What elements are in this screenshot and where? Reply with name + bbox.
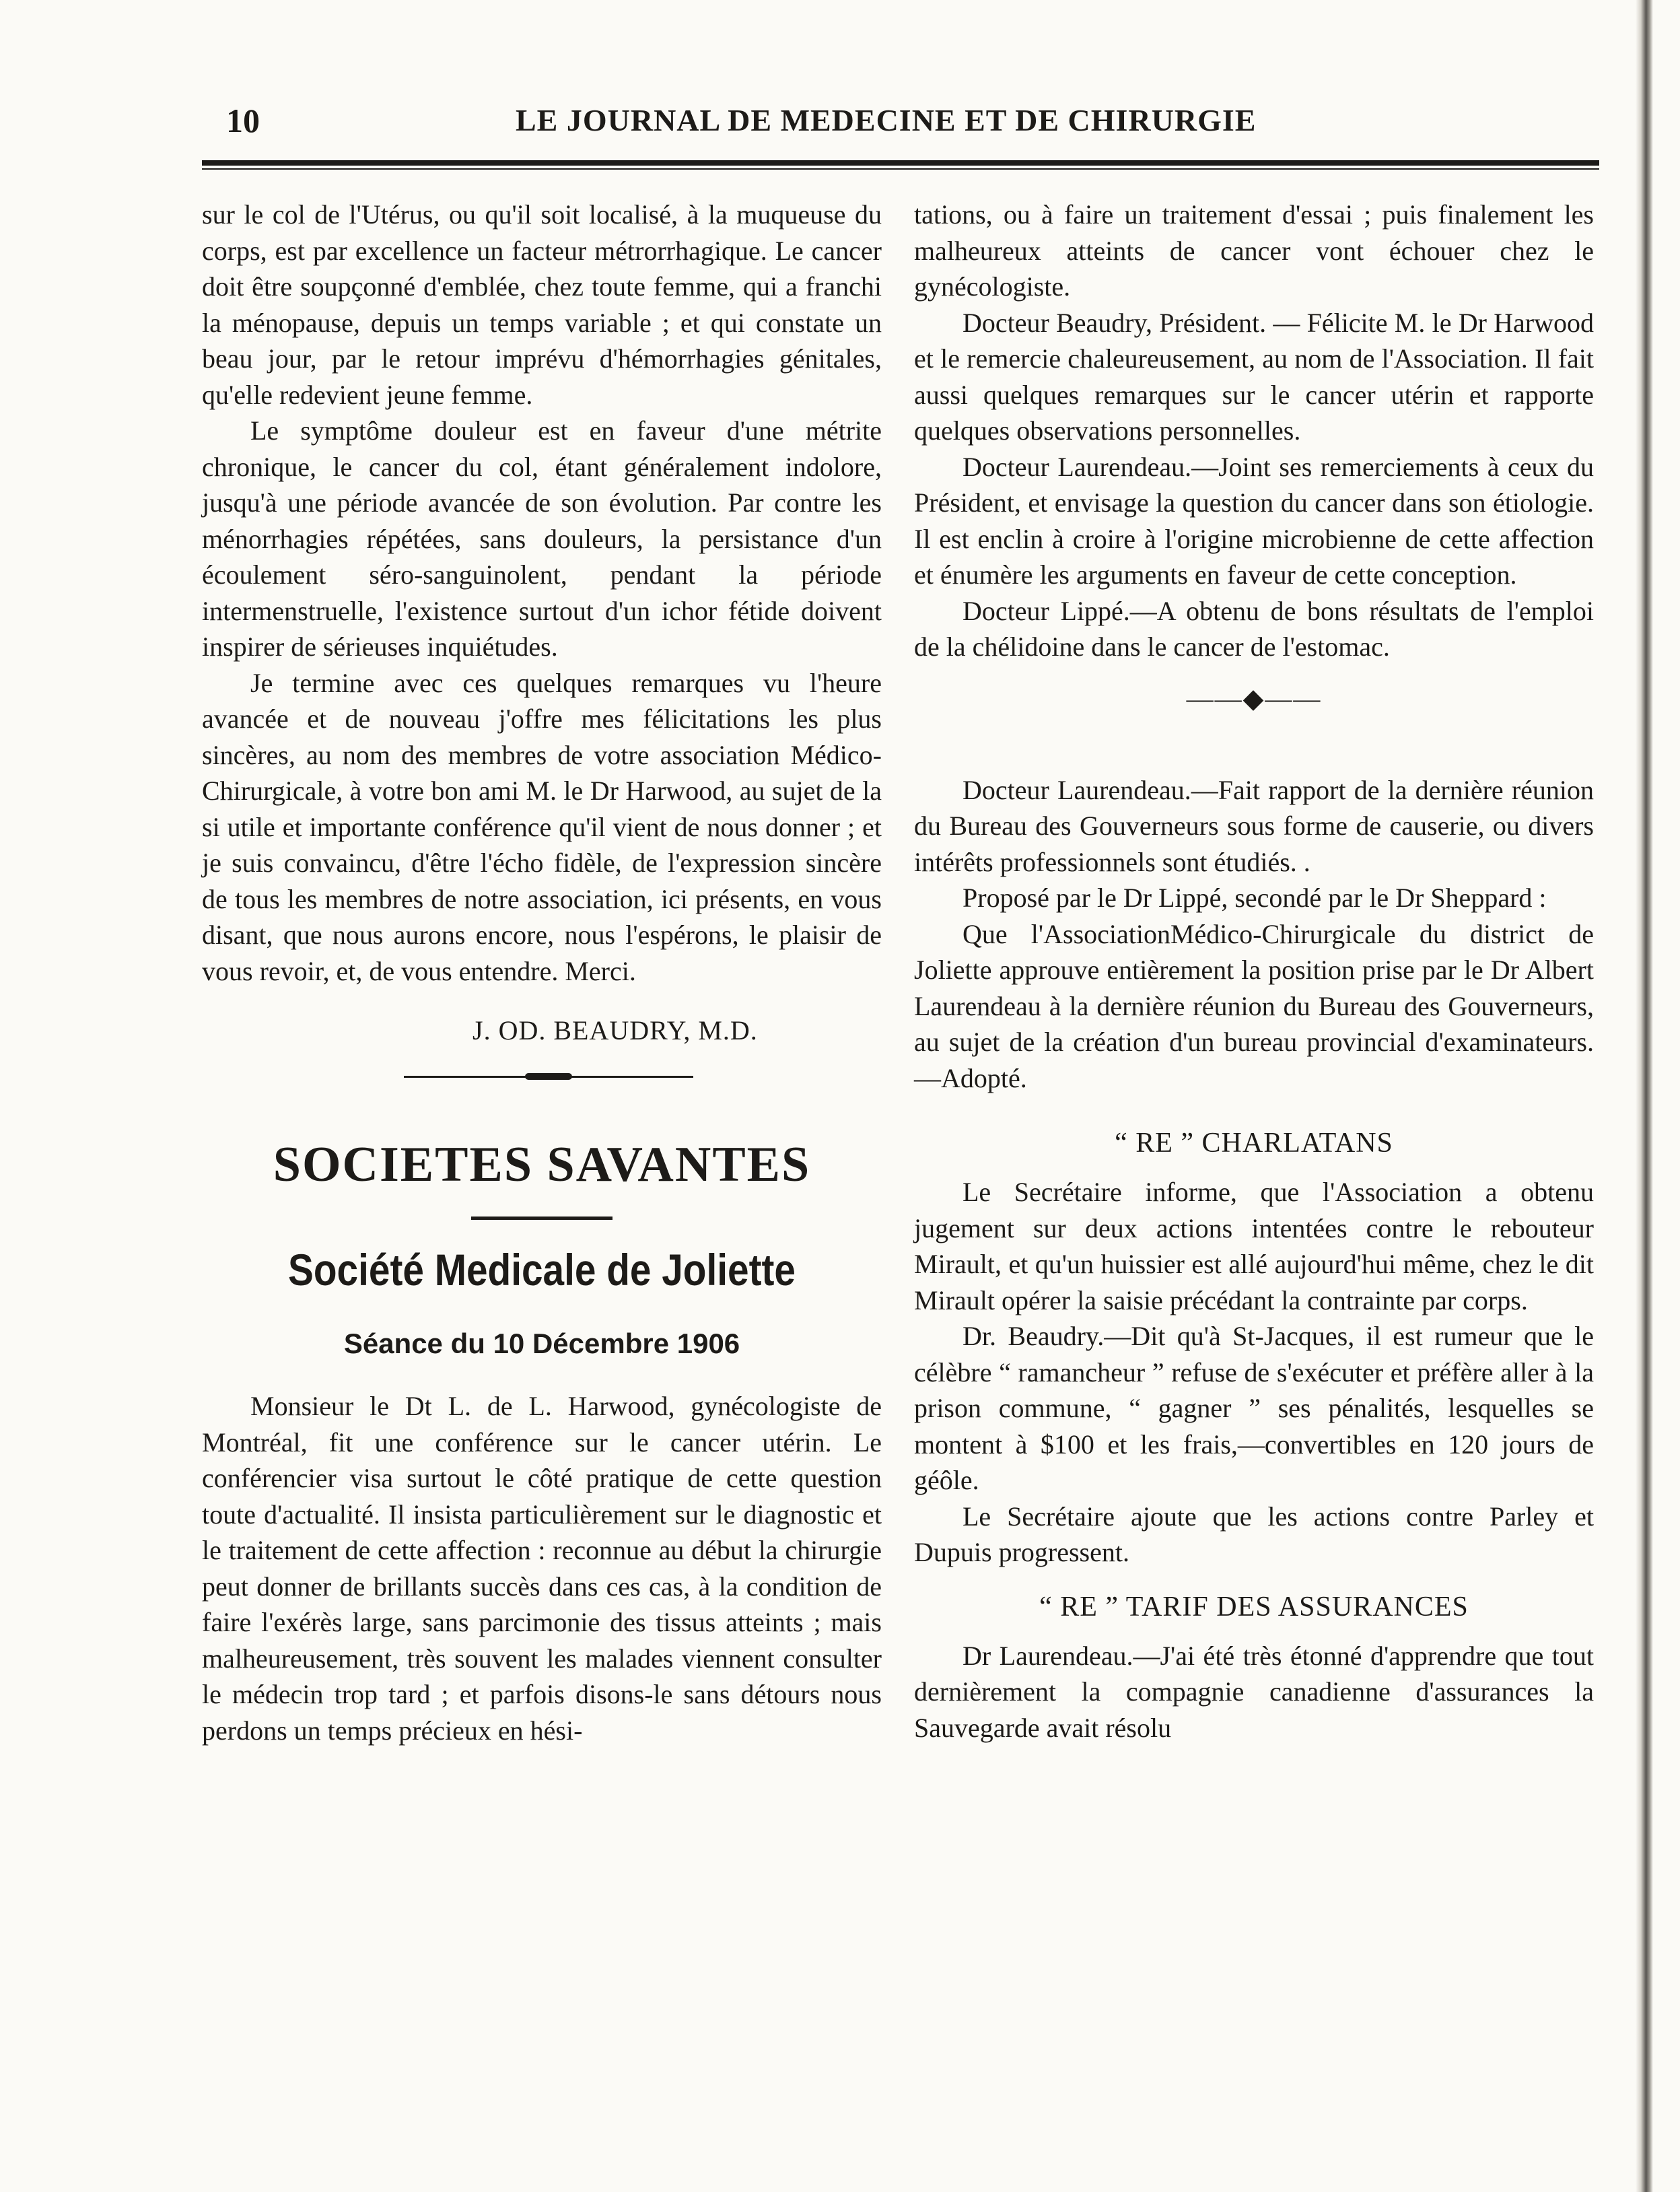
paragraph: Le Secrétaire ajoute que les actions contre Parley et Dupuis progressent. bbox=[914, 1501, 1594, 1567]
page-header bbox=[226, 96, 1599, 149]
paragraph: Docteur Laurendeau.—Joint ses remerciements à ceux du Président, et envisage la question du cancer dans son étiologie. Il est enclin à croire à l'origine microbienne de cette affection et énumère les arguments en faveur de cette conception. bbox=[914, 451, 1594, 590]
signature: J. OD. BEAUDRY, M.D. bbox=[473, 1015, 758, 1046]
paragraph: sur le col de l'Utérus, ou qu'il soit localisé, à la muqueuse du corps, est par excellence un facteur métrorrhagique. Le cancer doit être soupçonné d'emblée, chez toute femme, qui a franchi la ménopause, depuis un temps variable ; et qui constate un beau jour, par le retour imprévu d'hémorrhagies génitales, qu'elle redevient jeune femme. bbox=[202, 199, 882, 410]
page-number: 10 bbox=[226, 102, 260, 139]
paragraph: Le Secrétaire informe, que l'Association a obtenu jugement sur deux actions intentées contre le rebouteur Mirault, et qu'un huissier est allé aujourd'hui même, chez le dit Mirault opérer la saisie précédant la contrainte par corps. bbox=[914, 1177, 1594, 1315]
running-title: LE JOURNAL DE MEDECINE ET DE CHIRURGIE bbox=[516, 103, 1257, 137]
left-column bbox=[202, 197, 882, 1748]
paragraph: Docteur Laurendeau.—Fait rapport de la dernière réunion du Bureau des Gouverneurs sous forme de causerie, ou divers intérêts professionnels sont étudiés. . bbox=[914, 774, 1594, 877]
paragraph: Que l'AssociationMédico-Chirurgicale du district de Joliette approuve entièrement la position prise par le Dr Albert Laurendeau à la dernière réunion du Bureau des Gouverneurs, au sujet de la création d'un bureau provincial d'examinateurs.—Adopté. bbox=[914, 918, 1594, 1093]
ornamental-rule bbox=[404, 1073, 693, 1080]
section-heading: SOCIETES SAVANTES bbox=[273, 1137, 811, 1192]
header-rule bbox=[202, 160, 1599, 166]
paragraph: Docteur Beaudry, Président. — Félicite M. le Dr Harwood et le remercie chaleureusement, au nom de l'Association. Il fait aussi quelques remarques sur le cancer utérin et rapporte quelques observations personnelles. bbox=[914, 307, 1594, 446]
right-column bbox=[914, 197, 1594, 1746]
paragraph: Dr Laurendeau.—J'ai été très étonné d'apprendre que tout dernièrement la compagnie canadienne d'assurances la Sauvegarde avait résolu bbox=[914, 1640, 1594, 1743]
paragraph: Je termine avec ces quelques remarques vu l'heure avancée et de nouveau j'offre mes félicitations les plus sincères, au nom des membres de votre association Médico-Chirurgicale, à votre bon ami M. le Dr Harwood, au sujet de la si utile et importante conférence qu'il vient de nous donner ; et je suis convaincu, d'être l'écho fidèle, de l'expression sincère de tous les membres de notre association, ici présents, en vous disant, que nous aurons encore, nous l'espérons, le plaisir de vous revoir, et, de vous entendre. Merci. bbox=[202, 667, 882, 986]
divider-ornament: ——◆—— bbox=[1186, 683, 1322, 714]
paragraph: Proposé par le Dr Lippé, secondé par le Dr Sheppard : bbox=[963, 883, 1547, 913]
subheading-tarif-assurances: “ RE ” TARIF DES ASSURANCES bbox=[1039, 1591, 1469, 1622]
header-rule-thin bbox=[202, 168, 1599, 170]
scan-binding-edge bbox=[1636, 0, 1653, 2192]
session-date: Séance du 10 Décembre 1906 bbox=[343, 1328, 740, 1359]
paragraph: Monsieur le Dt L. de L. Harwood, gynécologiste de Montréal, fit une conférence sur le cancer utérin. Le conférencier visa surtout le côté pratique de cette question toute d'actualité. Il insista particulièrement sur le diagnostic et le traitement de cette affection : reconnue au début la chirurgie peut donner de brillants succès dans ces cas, à la condition de faire l'exérès large, sans parcimonie des tissus atteints ; mais malheureusement, très souvent les malades viennent consulter le médecin trop tard ; et parfois disons-le sans détours nous perdons un temps précieux en hési- bbox=[202, 1391, 882, 1746]
paragraph: tations, ou à faire un traitement d'essai ; puis finalement les malheureux atteints de cancer vont échouer chez le gynécologiste. bbox=[914, 199, 1594, 302]
paragraph: Le symptôme douleur est en faveur d'une métrite chronique, le cancer du col, étant généralement indolore, jusqu'à une période avancée de son évolution. Par contre les ménorrhagies répétées, sans douleurs, la persistance d'un écoulement séro-sanguinolent, pendant la période intermenstruelle, l'existence surtout d'un ichor fétide doivent inspirer de sérieuses inquiétudes. bbox=[202, 415, 882, 662]
paragraph: Dr. Beaudry.—Dit qu'à St-Jacques, il est rumeur que le célèbre “ ramancheur ” refuse de s'exécuter et préfère aller à la prison commune, “ gagner ” ses pénalités, lesquelles se montent à $100 et les frais,—convertibles en 120 jours de géôle. bbox=[914, 1321, 1594, 1495]
ornament-knot bbox=[525, 1073, 572, 1080]
paragraph: Docteur Lippé.—A obtenu de bons résultats de l'emploi de la chélidoine dans le cancer de l'estomac. bbox=[914, 595, 1594, 662]
subheading-charlatans: “ RE ” CHARLATANS bbox=[1115, 1128, 1393, 1159]
heading-rule bbox=[471, 1217, 612, 1220]
society-title: Société Medicale de Joliette bbox=[288, 1245, 796, 1295]
